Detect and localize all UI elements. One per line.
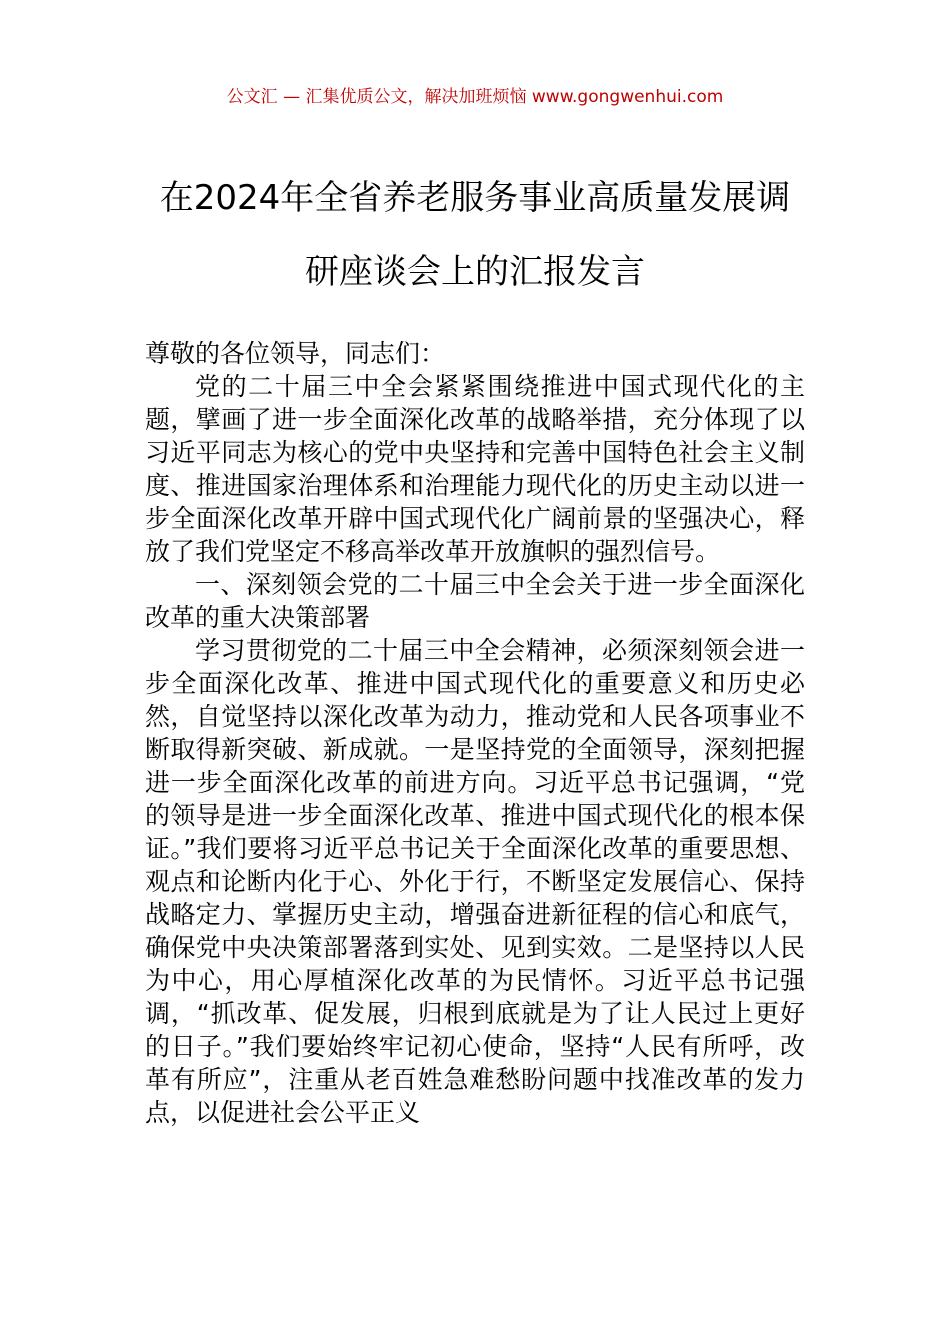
salutation: 尊敬的各位领导，同志们： — [145, 339, 446, 368]
document-body — [145, 337, 805, 1129]
header-banner: 公文汇 — 汇集优质公文，解决加班烦恼 www.gongwenhui.com — [226, 87, 724, 107]
document-title — [60, 178, 890, 292]
title-line-2: 研座谈会上的汇报发言 — [305, 252, 645, 292]
section-heading-1: 一、深刻领会党的二十届三中全会关于进一步全面深化改革的重大决策部署 — [145, 570, 805, 632]
title-line-1: 在2024年全省养老服务事业高质量发展调 — [159, 178, 791, 218]
paragraph-body: 学习贯彻党的二十届三中全会精神，必须深刻领会进一步全面深化改革、推进中国式现代化的重要意义和历史必然，自觉坚持以深化改革为动力，推动党和人民各项事业不断取得新突破、新成就。一是坚持党的全面领导，深刻把握进一步全面深化改革的前进方向。习近平总书记强调，“党的领导是进一步全面深化改革、推进中国式现代化的根本保证。”我们要将习近平总书记关于全面深化改革的重要思想、观点和论断内化于心、外化于行，不断坚定发展信心、保持战略定力、掌握历史主动，增强奋进新征程的信心和底气，确保党中央决策部署落到实处、见到实效。二是坚持以人民为中心，用心厚植深化改革的为民情怀。习近平总书记强调，“抓改革、促发展，归根到底就是为了让人民过上更好的日子。”我们要始终牢记初心使命，坚持“人民有所呼，改革有所应”，注重从老百姓急难愁盼问题中找准改革的发力点，以促进社会公平正义 — [145, 636, 805, 1127]
paragraph-intro: 党的二十届三中全会紧紧围绕推进中国式现代化的主题，擘画了进一步全面深化改革的战略举措，充分体现了以习近平同志为核心的党中央坚持和完善中国特色社会主义制度、推进国家治理体系和治理能力现代化的历史主动以进一步全面深化改革开辟中国式现代化广阔前景的坚强决心，释放了我们党坚定不移高举改革开放旗帜的强烈信号。 — [145, 372, 805, 566]
